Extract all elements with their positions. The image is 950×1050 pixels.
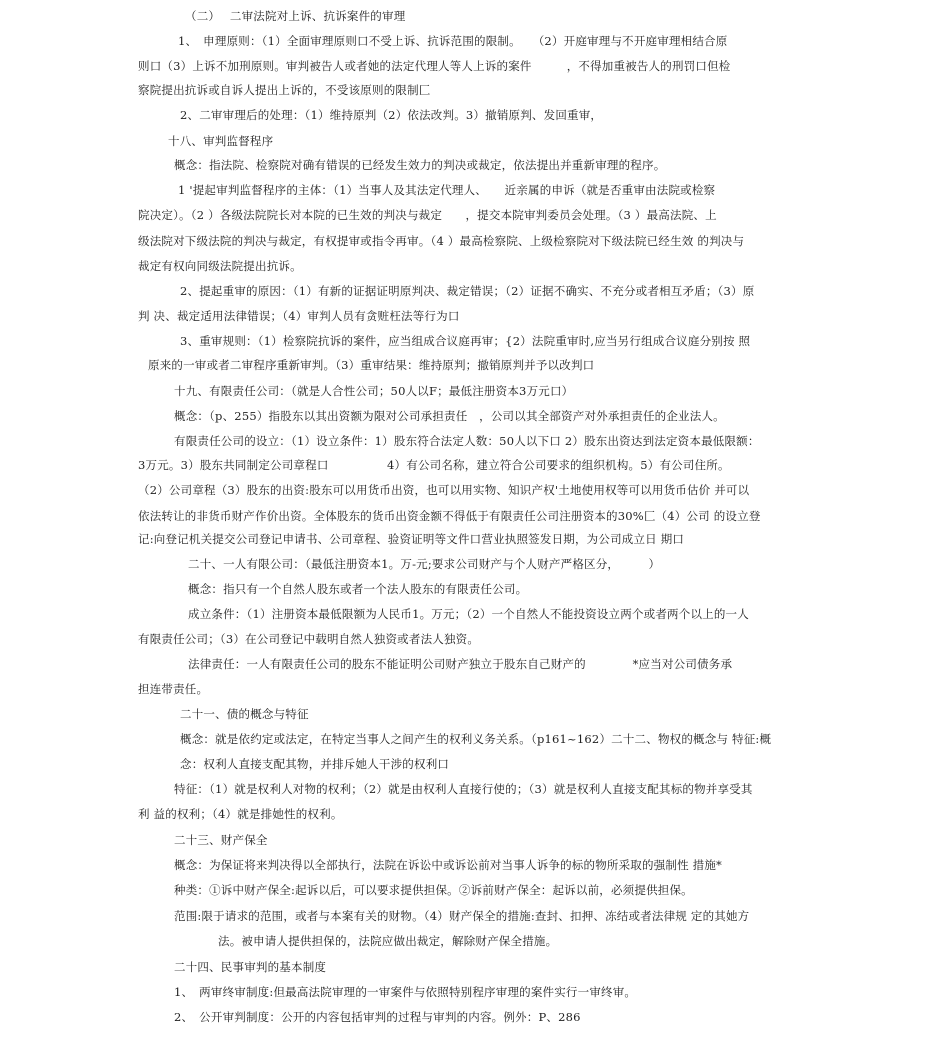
paragraph-line: 裁定有权向同级法院提出抗诉。 <box>138 259 302 273</box>
paragraph-line: 念：权利人直接支配其物，并排斥她人干涉的权利口 <box>180 757 450 771</box>
paragraph-line: 3、重审规则：（1）检察院抗诉的案件，应当组成合议庭再审；{2）法院重审时,应当另行组成合议庭分别按 照 <box>180 334 751 348</box>
paragraph-line: 则口（3）上诉不加刑原则。审判被告人或者她的法定代理人等人上诉的案件 ，不得加重被告人的刑罚口但检 <box>138 59 731 73</box>
paragraph-line: 1、 申理原则：（1）全面审理原则口不受上诉、抗诉范围的限制。 （2）开庭审理与不开庭审理相结合原 <box>178 34 728 48</box>
section-heading: 二十一、债的概念与特征 <box>180 707 309 721</box>
paragraph-line: 概念：为保证将来判决得以全部执行，法院在诉讼中或诉讼前对当事人诉争的标的物所采取的强制性 措施* <box>174 858 722 872</box>
paragraph-line: 种类：①诉中财产保全:起诉以后，可以要求提供担保。②诉前财产保全：起诉以前，必须提供担保。 <box>174 883 693 897</box>
paragraph-line: 原来的一审或者二审程序重新审判。（3）重审结果：维持原判；撤销原判并予以改判口 <box>148 358 595 372</box>
paragraph-line: 概念：（p、255）指股东以其出资额为限对公司承担责任 ，公司以其全部资产对外承担责任的企业法人。 <box>174 409 725 423</box>
paragraph-line: 级法院对下级法院的判决与裁定，有权提审或指令再审。（4 ）最高检察院、上级检察院对下级法院已经生效 的判决与 <box>138 234 745 248</box>
paragraph-line: 利 益的权利；（4）就是排她性的权利。 <box>138 807 343 821</box>
section-heading: （二） 二审法院对上诉、抗诉案件的审理 <box>185 9 406 23</box>
paragraph-line: 1 '提起审判监督程序的主体：（1）当事人及其法定代理人、 近亲属的申诉（就是否重审由法院或检察 <box>178 183 716 197</box>
section-heading: 二十三、财产保全 <box>174 833 268 847</box>
paragraph-line: 有限责任公司的设立：（1）设立条件：1）股东符合法定人数：50人以下口 2）股东出资达到法定资本最低限额： <box>174 434 760 448</box>
paragraph-line: 记:向登记机关提交公司登记申请书、公司章程、验资证明等文件口营业执照签发日期，为公司成立日 期口 <box>138 532 685 546</box>
paragraph-line: 院决定）。（2 ）各级法院院长对本院的已生效的判决与裁定 ，提交本院审判委员会处理。（3 ）最高法院、上 <box>138 208 717 222</box>
section-heading: 十九、有限责任公司：（就是人合性公司；50人以F；最低注册资本3万元口） <box>174 384 574 398</box>
paragraph-line: 有限责任公司；（3）在公司登记中载明自然人独资或者法人独资。 <box>138 632 480 646</box>
paragraph-line: 特征：（1）就是权利人对物的权利；（2）就是由权利人直接行使的；（3）就是权利人直接支配其标的物并享受其 <box>174 782 753 796</box>
paragraph-line: 范围:限于请求的范围，或者与本案有关的财物。（4）财产保全的措施:查封、扣押、冻结或者法律规 定的其她方 <box>174 909 750 923</box>
paragraph-line: 概念：指只有一个自然人股东或者一个法人股东的有限责任公司。 <box>188 582 528 596</box>
paragraph-line: 法律责任：一人有限责任公司的股东不能证明公司财产独立于股东自己财产的 *应当对公司债务承 <box>188 657 733 671</box>
paragraph-line: 2、提起重审的原因：（1）有新的证据证明原判决、裁定错误；（2）证据不确实、不充分或者相互矛盾；（3）原 <box>180 284 755 298</box>
paragraph-line: （2）公司章程（3）股东的出资:股东可以用货币出资，也可以用实物、知识产权'土地使用权等可以用货币估价 并可以 <box>138 483 750 497</box>
paragraph-line: 成立条件：（1）注册资本最低限额为人民币1。万元；（2）一个自然人不能投资设立两个或者两个以上的一人 <box>188 607 749 621</box>
paragraph-line: 察院提出抗诉或自诉人提出上诉的，不受该原则的限制匚 <box>138 83 431 97</box>
paragraph-line: 1、 两审终审制度:但最高法院审理的一审案件与依照特别程序审理的案件实行一审终审。 <box>174 985 637 999</box>
section-heading: 十八、审判监督程序 <box>168 134 274 148</box>
section-heading: 二十、一人有限公司：（最低注册资本1。万-元;要求公司财产与个人财产严格区分， ） <box>188 557 661 571</box>
paragraph-line: 概念：就是依约定或法定，在特定当事人之间产生的权利义务关系。（p161~162）二十二、物权的概念与 特征:概 <box>180 732 772 746</box>
paragraph-line: 2、二审审理后的处理：（1）维持原判（2）依法改判。3）撤销原判、发回重审， <box>180 108 603 122</box>
paragraph-line: 2、 公开审判制度：公开的内容包括审判的过程与审判的内容。例外：P、286 <box>174 1010 581 1024</box>
section-heading: 二十四、民事审判的基本制度 <box>174 960 327 974</box>
paragraph-line: 3万元。3）股东共同制定公司章程口 4）有公司名称，建立符合公司要求的组织机构。5）有公司住所。 <box>138 458 730 472</box>
paragraph-line: 概念：指法院、检察院对确有错误的已经发生效力的判决或裁定，依法提出并重新审理的程序。 <box>174 158 666 172</box>
paragraph-line: 担连带责任。 <box>138 682 209 696</box>
paragraph-line: 法。被申请人提供担保的，法院应做出裁定，解除财产保全措施。 <box>218 934 558 948</box>
paragraph-line: 判 决、裁定适用法律错误；（4）审判人员有贪赃枉法等行为口 <box>138 309 460 323</box>
paragraph-line: 依法转让的非货币财产作价出资。全体股东的货币出资金额不得低于有限责任公司注册资本的30%匚（4）公司 的设立登 <box>138 509 761 523</box>
